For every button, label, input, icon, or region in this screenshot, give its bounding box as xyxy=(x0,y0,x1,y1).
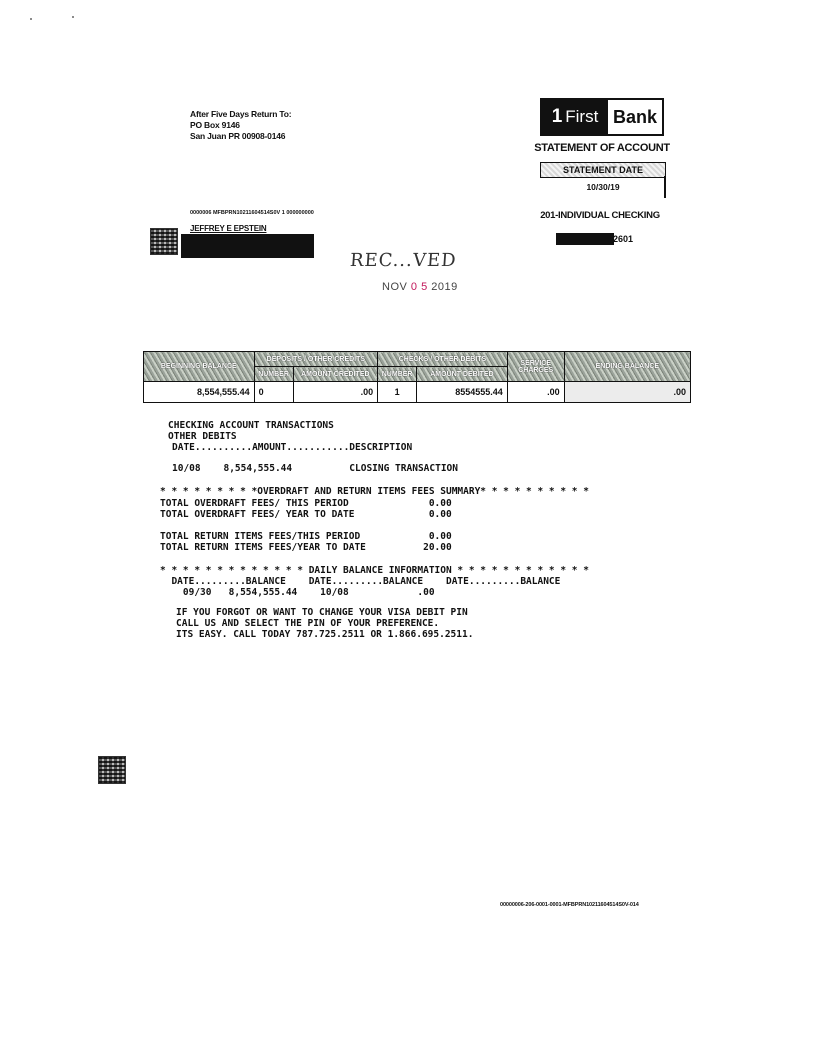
header-amount-credited: AMOUNT CREDITED xyxy=(293,367,378,382)
return-address-line: San Juan PR 00908-0146 xyxy=(190,131,286,141)
stamp-day: 0 5 xyxy=(410,281,428,293)
fees-line: TOTAL OVERDRAFT FEES/ YEAR TO DATE 0.00 xyxy=(160,509,452,520)
transactions-subtitle: OTHER DEBITS xyxy=(168,431,237,442)
scan-speck xyxy=(72,16,74,18)
logo-first-word: First xyxy=(565,107,599,126)
fees-line: TOTAL RETURN ITEMS FEES/YEAR TO DATE 20.00 xyxy=(160,542,452,553)
fees-line: TOTAL OVERDRAFT FEES/ THIS PERIOD 0.00 xyxy=(160,498,452,509)
ending-balance-value: .00 xyxy=(564,382,690,403)
header-amount-debited: AMOUNT DEBITED xyxy=(417,367,508,382)
header-deposits-number: NUMBER xyxy=(254,367,293,382)
stamp-month: NOV xyxy=(382,281,408,293)
customer-name: JEFFREY E EPSTEIN xyxy=(190,224,267,233)
daily-balance-header: * * * * * * * * * * * * * DAILY BALANCE INFORMATION * * * * * * * * * * * * xyxy=(160,565,589,576)
logo-bank-word: Bank xyxy=(608,100,662,134)
header-deposits: DEPOSITS / OTHER CREDITS xyxy=(254,352,378,367)
return-address xyxy=(190,109,291,142)
return-address-line: After Five Days Return To: xyxy=(190,109,292,119)
divider xyxy=(664,176,666,198)
scan-speck xyxy=(30,18,32,20)
redaction-block xyxy=(181,234,314,258)
beginning-balance-value: 8,554,555.44 xyxy=(144,382,255,403)
footer-code: 00000006-206-0001-0001-MFBPRN10211604514S0V-014 xyxy=(500,902,639,908)
header-ending-balance: ENDING BALANCE xyxy=(564,352,690,382)
qr-code-icon xyxy=(150,228,178,255)
stamp-year: 2019 xyxy=(431,281,458,293)
checks-amount-value: 8554555.44 xyxy=(417,382,508,403)
fees-summary-header: * * * * * * * * *OVERDRAFT AND RETURN ITEMS FEES SUMMARY* * * * * * * * * * xyxy=(160,486,589,497)
redaction-block xyxy=(556,233,614,245)
received-stamp-date xyxy=(382,281,458,293)
return-address-line: PO Box 9146 xyxy=(190,120,240,130)
transactions-title: CHECKING ACCOUNT TRANSACTIONS xyxy=(168,420,334,431)
fees-line: TOTAL RETURN ITEMS FEES/THIS PERIOD 0.00 xyxy=(160,531,452,542)
logo-first-part xyxy=(542,100,608,134)
header-service-charges: SERVICE CHARGES xyxy=(507,352,564,382)
service-charges-value: .00 xyxy=(507,382,564,403)
statement-date: 10/30/19 xyxy=(586,182,620,192)
deposits-amount-value: .00 xyxy=(293,382,378,403)
notice-line: IF YOU FORGOT OR WANT TO CHANGE YOUR VISA DEBIT PIN xyxy=(176,607,468,618)
account-number-suffix: 2601 xyxy=(613,234,634,244)
statement-title: STATEMENT OF ACCOUNT xyxy=(534,142,670,154)
header-checks-number: NUMBER xyxy=(378,367,417,382)
statement-date-label: STATEMENT DATE xyxy=(540,162,666,178)
daily-balance-columns: DATE.........BALANCE DATE.........BALANCE DATE.........BALANCE xyxy=(160,576,561,587)
header-beginning-balance: BEGINNING BALANCE xyxy=(144,352,255,382)
mailing-barcode-line: 0000006 MFBPRN10211604514S0V 1 000000000 xyxy=(190,210,314,216)
notice-line: ITS EASY. CALL TODAY 787.725.2511 OR 1.866.695.2511. xyxy=(176,629,474,640)
bank-logo xyxy=(540,98,664,136)
account-type: 201-INDIVIDUAL CHECKING xyxy=(540,210,660,221)
transaction-row: 10/08 8,554,555.44 CLOSING TRANSACTION xyxy=(172,463,458,474)
account-summary-table xyxy=(143,351,691,403)
checks-number-value: 1 xyxy=(378,382,417,403)
logo-number: 1 xyxy=(551,106,563,127)
notice-line: CALL US AND SELECT THE PIN OF YOUR PREFERENCE. xyxy=(176,618,440,629)
daily-balance-row: 09/30 8,554,555.44 10/08 .00 xyxy=(160,587,435,598)
header-checks: CHECKS / OTHER DEBITS xyxy=(378,352,508,367)
qr-code-icon xyxy=(98,756,126,784)
deposits-number-value: 0 xyxy=(254,382,293,403)
received-stamp: REC...VED xyxy=(349,250,458,271)
transactions-columns: DATE..........AMOUNT...........DESCRIPTION xyxy=(172,442,413,453)
